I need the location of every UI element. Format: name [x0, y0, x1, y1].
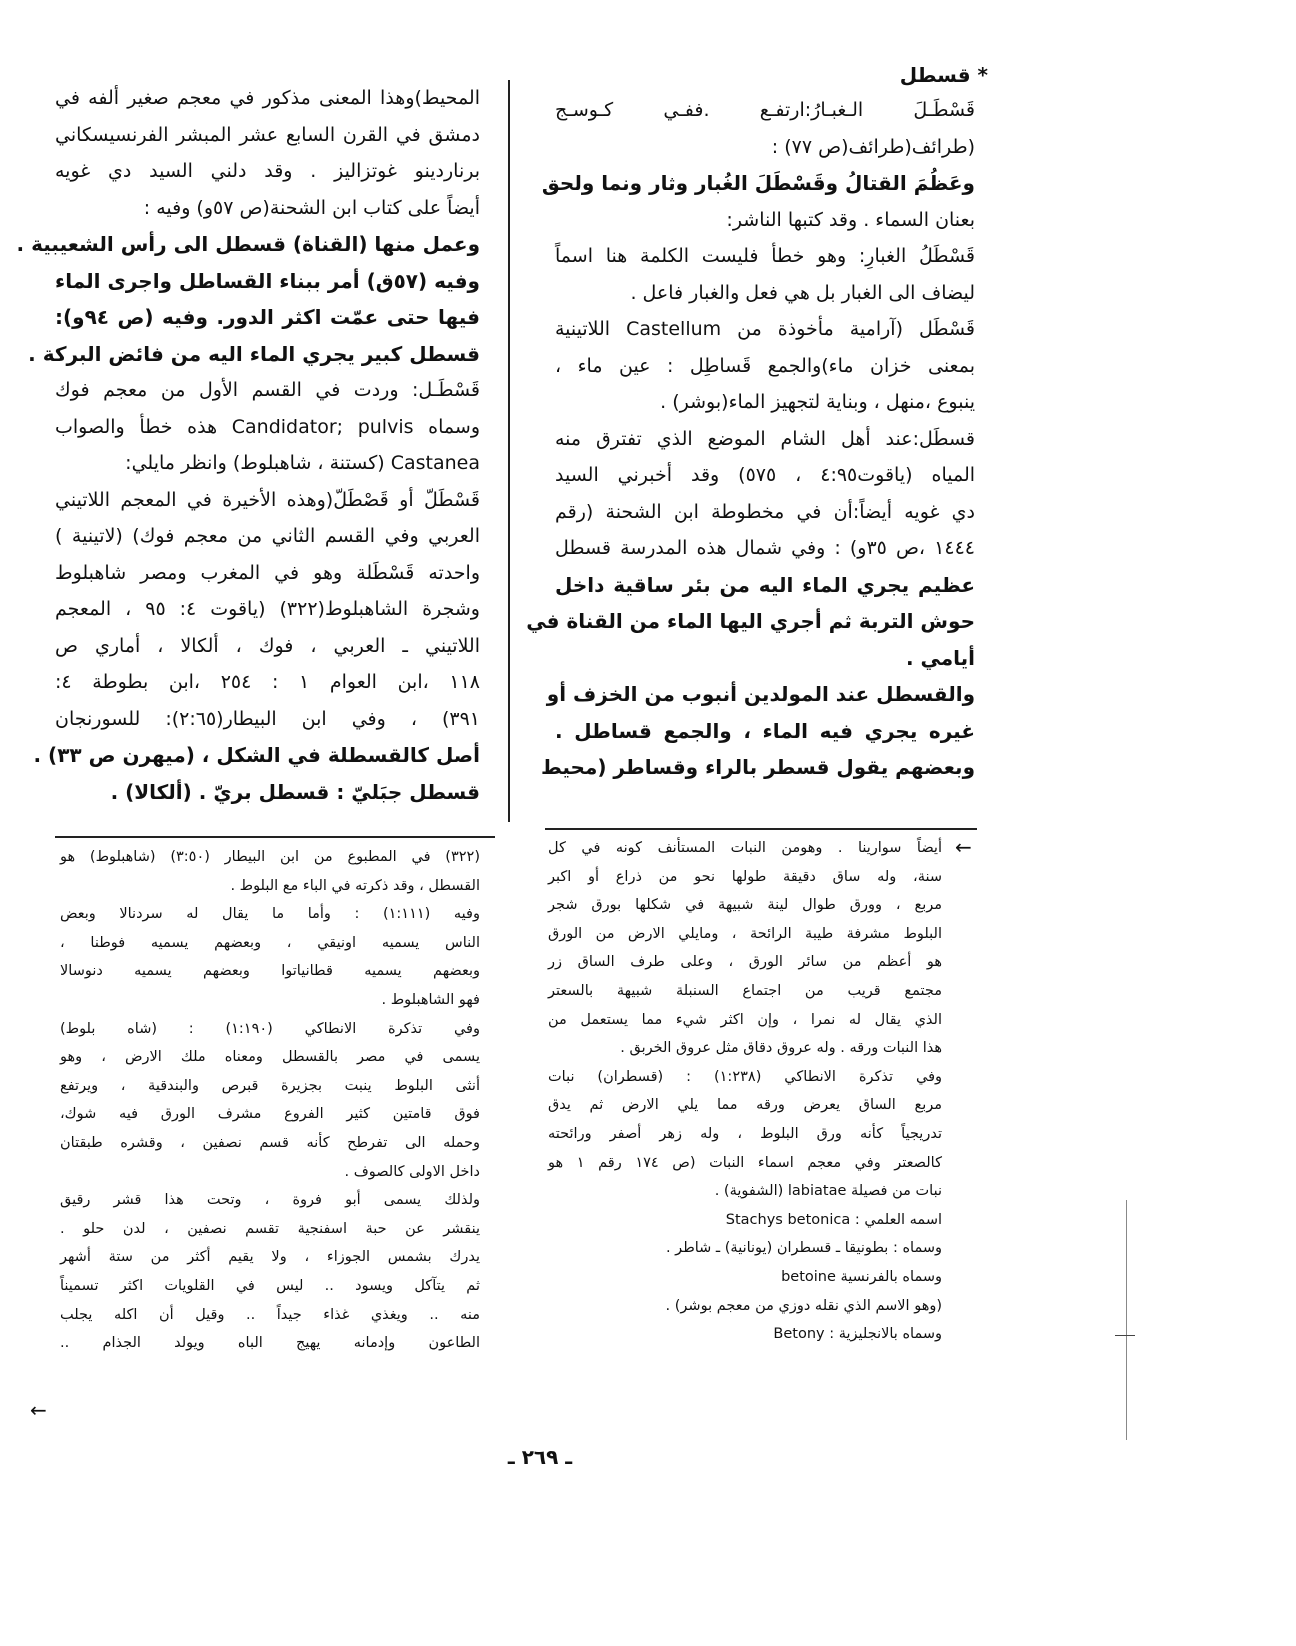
text-line: قسطل كبير يجري الماء اليه من فائض البركة . — [28, 341, 480, 366]
text-line: عظيم يجري الماء اليه من بئر ساقية داخل — [555, 572, 975, 597]
text-line: أصل كالقسطلة في الشكل ، (ميهرن ص ٣٣) . — [33, 743, 480, 767]
text-line: وشجرة الشاهبلوط(٣٢٢) (ياقوت ٤: ٩٥ ، المعجم — [55, 598, 480, 620]
footnote-rule-right — [545, 828, 977, 830]
text-line: سنة، وله ساق دقيقة طولها نحو من ذراع أو اكبر — [548, 868, 942, 885]
continuation-arrow-icon: ← — [955, 835, 972, 859]
text-line: ٣٩١) ، وفي ابن البيطار(٢:٦٥): للسورنجان — [55, 707, 480, 730]
text-line: ثم يتآكل ويسود .. ليس في القلويات اكثر تسميناً — [60, 1277, 480, 1294]
text-line: وسماه : بطونيقا ـ قسطران (يونانية) ـ شاطر . — [665, 1240, 942, 1257]
text-line: أيضاً على كتاب ابن الشحنة(ص ٥٧و) وفيه : — [143, 196, 480, 219]
text-line: والقسطل عند المولدين أنبوب من الخزف أو — [546, 682, 975, 706]
text-line: فوق قامتين كثير الفروع مشرف الورق فيه شوك، — [60, 1106, 480, 1123]
text-line: المياه (ياقوت٤:٩٥ ، ٥٧٥) وقد أخبرني السيد — [555, 464, 976, 486]
text-line: وفي تذكرة الانطاكي (١:٢٣٨) : (قسطران) نبات — [548, 1068, 942, 1085]
text-line: (٣٢٢) في المطبوع من ابن البيطار (٣:٥٠) (شاهبلوط) هو — [60, 849, 480, 865]
text-line: دي غويه أيضاً:أن في مخطوطة ابن الشحنة (رقم — [555, 500, 975, 523]
text-line: قَسْطَل (آرامية مأخوذة من Castellum اللاتينية — [555, 318, 975, 340]
text-line: الناس يسميه اونيقي ، وبعضهم يسميه فوطنا ، — [60, 934, 480, 951]
text-line: (طرائف(طرائف(ص ٧٧) : — [771, 135, 975, 158]
text-line: العربي وفي القسم الثاني من معجم فوك) (لاتينية ) — [55, 525, 480, 547]
text-line: داخل الاولى كالصوف . — [344, 1163, 480, 1180]
text-line: وفي تذكرة الانطاكي (١:١٩٠) : (شاه بلوط) — [60, 1020, 480, 1037]
text-line: نبات من فصيلة labiatae (الشفوية) . — [714, 1183, 942, 1200]
text-line: (وهو الاسم الذي نقله دوزي من معجم بوشر) . — [665, 1297, 942, 1314]
text-line: غيره يجري فيه الماء ، والجمع قساطل . — [555, 718, 975, 743]
text-line: ينقشر عن حبة اسفنجية تقسم نصفين ، لدن حلو . — [60, 1220, 480, 1237]
text-line: مجتمع قريب من اجتماع السنبلة شبيهة بالسعتر — [548, 982, 942, 999]
text-line: المحيط)وهذا المعنى مذكور في معجم صغير ألفه في — [55, 87, 480, 109]
text-line: هذا النبات ورقه . وله عروق دقاق مثل عروق الخربق . — [620, 1040, 942, 1057]
text-line: بمعنى خزان ماء)والجمع قَساطِل : عين ماء ، — [555, 354, 975, 377]
right-text-column — [526, 92, 976, 786]
text-line: وسماه Candidator; pulvis هذه خطأ والصواب — [55, 415, 481, 438]
text-line: أنثى البلوط ينبت بجزيرة قبرص والبندقية ، ويرتفع — [60, 1077, 480, 1094]
text-line: ١١٨ ،ابن العوام ١ : ٢٥٤ ،ابن بطوطة ٤: — [55, 671, 481, 693]
scan-margin-mark — [1115, 1335, 1135, 1336]
text-line: اسمه العلمي : Stachys betonica — [725, 1211, 942, 1228]
text-line: دمشق في القرن السابع عشر المبشر الفرنسيسكاني — [55, 123, 480, 146]
text-line: فهو الشاهبلوط . — [381, 991, 480, 1008]
text-line: يدرك بشمس الجوزاء ، ولا يقيم أكثر من ستة أشهر — [60, 1249, 480, 1266]
text-line: برناردينو غوتزاليز . وقد دلني السيد دي غويه — [55, 160, 480, 182]
text-line: وسماه بالانجليزية : Betony — [773, 1326, 942, 1343]
text-line: Castanea (كستنة ، شاهبلوط) وانظر مايلي: — [125, 452, 480, 474]
text-line: البلوط مشرفة طيبة الرائحة ، ومايلي الارض من الورق — [548, 925, 942, 942]
continuation-arrow-icon: ← — [30, 1398, 47, 1422]
text-line: حوش التربة ثم أجري اليها الماء من القناة في — [526, 609, 975, 633]
column-divider — [508, 80, 510, 822]
text-line: الطاعون وإدمانه يهيج الباه ويولد الجذام .. — [60, 1335, 480, 1352]
text-line: بعنان السماء . وقد كتبها الناشر: — [726, 208, 975, 231]
text-line: ينبوع ،منهل ، وبناية لتجهيز الماء(بوشر) . — [660, 391, 975, 413]
text-line: وعَظُمَ القتالُ وقَسْطَلَ الغُبار وثار ونما ولحق — [541, 171, 975, 195]
text-line: هو أعظم من سائر الورق ، وعلى طرف الساق زر — [548, 954, 942, 971]
text-line: تدريجياً كأنه ورق البلوط ، وله زهر أصفر ورائحته — [548, 1125, 942, 1142]
text-line: قَسْطَلُ الغبارِ: وهو خطأ فليست الكلمة هنا اسماً — [555, 245, 975, 267]
text-line: وبعضهم يقول قسطر بالراء وقساطر (محيط — [540, 755, 975, 779]
left-text-column — [16, 80, 481, 810]
text-line: منه .. ويغذي غذاء جيداً .. وقيل أن اكله يجلب — [60, 1306, 480, 1323]
text-line: قَسْطَـلَ الـغبـارُ:ارتفـع .ففـي كـوسـج — [555, 99, 975, 121]
text-line: قَسْطَلّ أو قَصْطَلّ(وهذه الأخيرة في المعجم اللاتيني — [55, 488, 480, 511]
text-line: مربع الساق يعرض ورقه مما يلي الارض ثم يدق — [548, 1097, 942, 1114]
right-footnote — [548, 834, 942, 1349]
left-footnote — [60, 843, 480, 1358]
text-line: ولذلك يسمى أبو فروة ، وتحت هذا قشر رقيق — [60, 1192, 480, 1209]
text-line: وحمله الى تفرطح كأنه قسم نصفين ، وقشره طبقتان — [60, 1134, 480, 1151]
text-line: قَسْطَـل: وردت في القسم الأول من معجم فوك — [55, 379, 480, 401]
text-line: وعمل منها (القناة) قسطل الى رأس الشعيبية . — [16, 232, 480, 256]
footnote-rule-left — [55, 836, 495, 838]
text-line: أيامي . — [905, 645, 975, 670]
text-line: القسطل ، وقد ذكرته في الباء مع البلوط . — [230, 877, 480, 894]
text-line: يسمى في مصر بالقسطل ومعناه ملك الارض ، وهو — [60, 1049, 480, 1066]
text-line: وسماه بالفرنسية betoine — [781, 1268, 942, 1285]
entry-heading: * قسطل — [899, 63, 988, 87]
page-number: ـ ٢٦٩ ـ — [507, 1445, 573, 1469]
text-line: قسطل جبَليّ : قسطل بريّ . (ألكالا) . — [110, 779, 480, 804]
text-line: قسطَل:عند أهل الشام الموضع الذي تفترق منه — [555, 427, 975, 450]
text-line: اللاتيني ـ العربي ، فوك ، ألكالا ، أماري ص — [55, 634, 480, 657]
text-line: وفيه (١:١١١) : وأما ما يقال له سردنالا وبعض — [60, 906, 480, 923]
text-line: واحدته قَسْطَلة وهو في المغرب ومصر شاهبلوط — [55, 561, 480, 584]
text-line: وفيه (٥٧ق) أمر ببناء القساطل واجرى الماء — [55, 268, 480, 293]
text-line: فيها حتى عمّت اكثر الدور. وفيه (ص ٩٤و): — [55, 305, 480, 329]
text-line: مربع ، وورق طوال لينة شبيهة في شكلها بورق شجر — [548, 897, 942, 914]
text-line: ليضاف الى الغبار بل هي فعل والغبار فاعل . — [630, 281, 975, 304]
text-line: أيضاً سوارينا . وهومن النبات المستأنف كونه في كل — [548, 840, 942, 856]
text-line: ١٤٤٤ ،ص ٣٥و) : وفي شمال هذه المدرسة قسطل — [555, 537, 975, 559]
text-line: وبعضهم يسميه قطانياتوا وبعضهم يسميه دنوسالا — [60, 963, 480, 980]
scan-margin-line — [1126, 1200, 1127, 1440]
text-line: كالصعتر وفي معجم اسماء النبات (ص ١٧٤ رقم ١ هو — [548, 1154, 942, 1171]
text-line: الذي يقال له نمرا ، وإن اكثر شيء مما يستعمل من — [548, 1011, 942, 1028]
